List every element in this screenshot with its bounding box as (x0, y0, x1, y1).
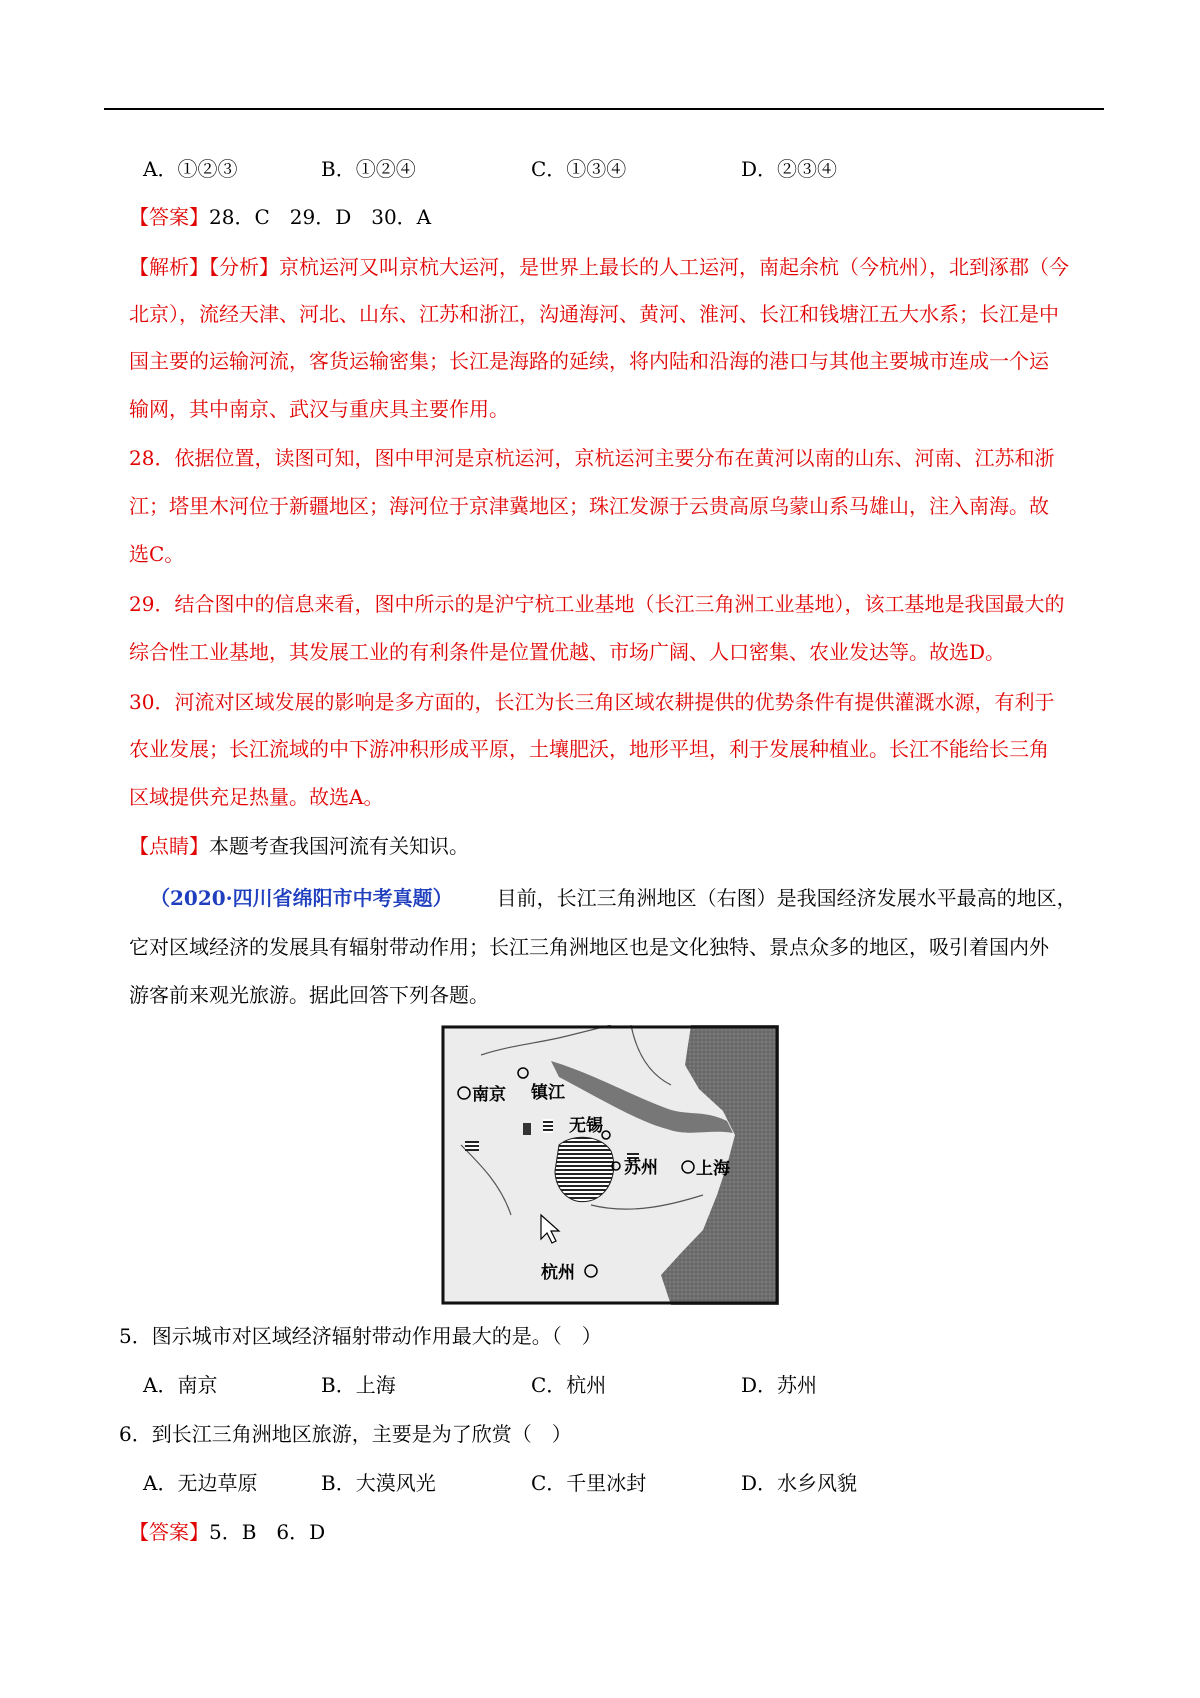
analysis-line-5: 28．依据位置，读图可知，图中甲河是京杭运河，京杭运河主要分布在黄河以南的山东、河南、江苏和浙 (129, 446, 1055, 470)
analysis-line-11: 农业发展；长江流域的中下游冲积形成平原，土壤肥沃，地形平坦，利于发展种植业。长江不能给长三角 (129, 737, 1049, 761)
intro-line-3: 游客前来观光旅游。据此回答下列各题。 (129, 983, 489, 1007)
yangtze-delta-map (441, 1025, 779, 1305)
label-zhenjiang: 镇江 (531, 1083, 565, 1103)
header-rule (104, 108, 1104, 110)
label-suzhou: 苏州 (624, 1158, 658, 1178)
q6-option-d: D．水乡风貌 (741, 1471, 858, 1495)
answer-tag-2: 【答案】 (129, 1520, 209, 1544)
label-nanjing: 南京 (472, 1085, 506, 1105)
option-b: B．①②④ (321, 157, 416, 181)
analysis-tag: 【解析】 (129, 255, 209, 279)
analysis-line-6: 江；塔里木河位于新疆地区；海河位于京津冀地区；珠江发源于云贵高原乌蒙山系马雄山，注入南海。故 (129, 494, 1049, 518)
intro-line-1: （2020·四川省绵阳市中考真题） 目前，长江三角洲地区（右图）是我国经济发展水平最高的地区， (150, 886, 1077, 910)
answer-text: 28．C 29．D 30．A (209, 205, 432, 229)
analysis-line-2: 北京），流经天津、河北、山东、江苏和浙江，沟通海河、黄河、淮河、长江和钱塘江五大水系；长江是中 (129, 302, 1059, 326)
q5-option-d: D．苏州 (741, 1373, 818, 1397)
small-lake (543, 1119, 553, 1133)
question-source: （2020·四川省绵阳市中考真题） (150, 886, 453, 910)
label-hangzhou: 杭州 (541, 1263, 575, 1283)
small-lake (523, 1123, 531, 1135)
question-5-stem: 5．图示城市对区域经济辐射带动作用最大的是。（ ） (119, 1324, 602, 1348)
dianjing-text: 本题考查我国河流有关知识。 (209, 834, 469, 858)
dianjing-line (129, 832, 469, 860)
analysis-line-1: 【解析】【分析】京杭运河又叫京杭大运河，是世界上最长的人工运河，南起余杭（今杭州），北到涿郡（今 (129, 255, 1069, 279)
label-shanghai: 上海 (696, 1159, 730, 1179)
q5-option-b: B．上海 (321, 1373, 396, 1397)
analysis-line-4: 输网，其中南京、武汉与重庆具主要作用。 (129, 397, 509, 421)
option-d: D．②③④ (741, 157, 838, 181)
intro-line-2: 它对区域经济的发展具有辐射带动作用；长江三角洲地区也是文化独特、景点众多的地区，吸引着国内外 (129, 935, 1049, 959)
q6-option-b: B．大漠风光 (321, 1471, 436, 1495)
dianjing-tag: 【点睛】 (129, 834, 209, 858)
analysis-line-8: 29．结合图中的信息来看，图中所示的是沪宁杭工业基地（长江三角洲工业基地），该工基地是我国最大的 (129, 592, 1065, 616)
taihu-lake (555, 1137, 614, 1201)
q5-option-a: A．南京 (143, 1373, 218, 1397)
analysis-line-12: 区域提供充足热量。故选A。 (129, 785, 384, 809)
label-wuxi: 无锡 (569, 1116, 603, 1136)
q6-option-c: C．千里冰封 (531, 1471, 647, 1495)
q6-option-a: A．无边草原 (143, 1471, 258, 1495)
option-c: C．①③④ (531, 157, 627, 181)
answer-line-2 (129, 1518, 325, 1546)
answer-line (129, 203, 431, 231)
analysis-line-7: 选C。 (129, 542, 185, 566)
analysis-line-10: 30．河流对区域发展的影响是多方面的，长江为长三角区域农耕提供的优势条件有提供灌溉水源，有利于 (129, 690, 1055, 714)
answer-text-2: 5．B 6．D (209, 1520, 326, 1544)
answer-tag: 【答案】 (129, 205, 209, 229)
q5-option-c: C．杭州 (531, 1373, 607, 1397)
question-6-stem: 6．到长江三角洲地区旅游，主要是为了欣赏（ ） (119, 1422, 572, 1446)
analysis-line-3: 国主要的运输河流，客货运输密集；长江是海路的延续，将内陆和沿海的港口与其他主要城市连成一个运 (129, 349, 1049, 373)
option-a: A．①②③ (143, 157, 238, 181)
small-lake (465, 1141, 479, 1151)
analysis-line-9: 综合性工业基地，其发展工业的有利条件是位置优越、市场广阔、人口密集、农业发达等。故选D。 (129, 640, 1006, 664)
